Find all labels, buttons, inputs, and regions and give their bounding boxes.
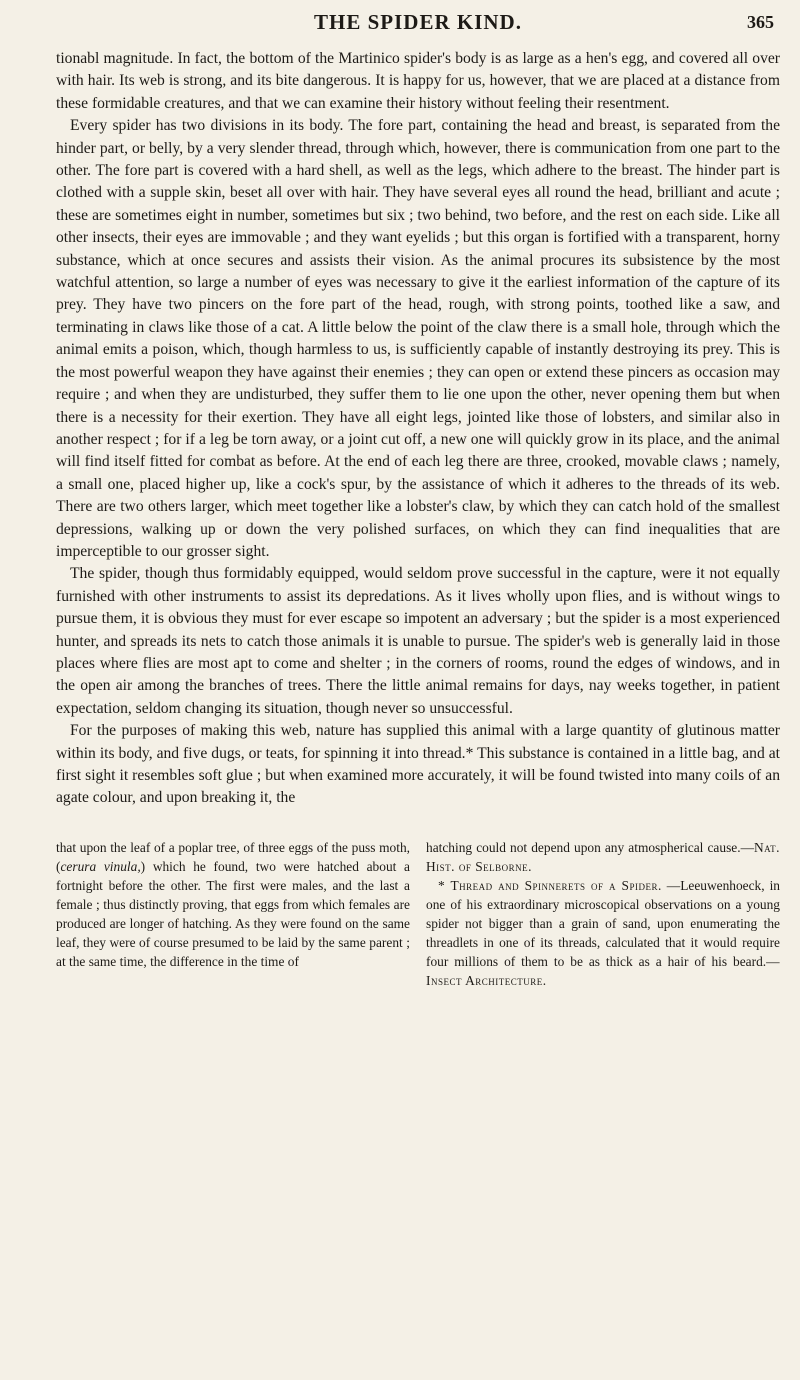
footnote-left-species: cerura vinula, (60, 858, 141, 874)
footnote-right-text: hatching could not depend upon any atmospherical cause.— (426, 839, 754, 855)
main-text (56, 48, 780, 810)
footnote-right-source: Nat. Hist. of Selborne. (426, 839, 780, 874)
footnote-left-text-b: ) which he found, two were hatched about a fortnight before the other. The first were males, and the last a female ; thus distinctly proving, that eggs from which females are produced are longer of hatching. As they were found on the same leaf, they were of course presumed to be laid by the same parent ; at the same time, the difference in the time of (56, 858, 410, 969)
footnote-column-right (426, 838, 780, 990)
paragraph-2: Every spider has two divisions in its body. The fore part, containing the head and breast, is separated from the hinder part, or belly, by a very slender thread, through which, however, there is communication from one part to the other. The fore part is covered with a hard shell, as well as the legs, which adhere to the breast. The hinder part is clothed with a supple skin, beset all over with hair. They have several eyes all round the head, brilliant and acute ; these are sometimes eight in number, sometimes but six ; two behind, two before, and the rest on each side. Like all other insects, their eyes are immovable ; and they want eyelids ; but this organ is fortified with a transparent, horny substance, which at once secures and assists their vision. As the animal procures its subsistence by the most watchful attention, so large a number of eyes was necessary to give it the earliest information of the capture of its prey. They have two pincers on the fore part of the head, rough, with strong points, toothed like a saw, and terminating in claws like those of a cat. A little below the point of the claw there is a small hole, through which the animal emits a poison, which, though harmless to us, is sufficiently capable of instantly destroying its prey. This is the most powerful weapon they have against their enemies ; they can open or extend these pincers as occasion may require ; and when they are undisturbed, they suffer them to lie one upon the other, never opening them but when there is a necessity for their exertion. They have all eight legs, jointed like those of lobsters, and similar also in another respect ; for if a leg be torn away, or a joint cut off, a new one will quickly grow in its place, and the animal will find itself fitted for combat as before. At the end of each leg there are three, crooked, movable claws ; namely, a small one, placed higher up, like a cock's spur, by the assistance of which it adheres to the threads of its web. There are two others larger, which meet together like a lobster's claw, by which they can catch hold of the smallest depressions, walking up or down the very polished surfaces, on which they can find inequalities that are imperceptible to our grosser sight. (56, 117, 780, 560)
footnotes (56, 838, 780, 990)
running-title: THE SPIDER KIND. (314, 10, 522, 34)
footnote-spinnerets-source: —Insect Architecture. (426, 953, 780, 988)
footnote-spinnerets-heading: * Thread and Spinnerets of a Spider. (438, 877, 662, 893)
footnote-right-continued (426, 838, 780, 876)
page-number: 365 (747, 12, 774, 32)
footnote-left-text-a: that upon the leaf of a poplar tree, of three eggs of the puss moth, ( (56, 839, 410, 874)
footnote-left (56, 838, 410, 971)
paragraph-4: For the purposes of making this web, nature has supplied this animal with a large quantity of glutinous matter within its body, and five dugs, or teats, for spinning it into thread.* This substance is contained in a little bag, and at first sight it resembles soft glue ; but when examined more accurately, it will be found twisted into many coils of an agate colour, and upon breaking it, the (56, 722, 780, 807)
running-head (56, 0, 780, 44)
footnote-spinnerets (426, 876, 780, 990)
paragraph-1: tionabl magnitude. In fact, the bottom of the Martinico spider's body is as large as a hen's egg, and covered all over with hair. Its web is strong, and its bite dangerous. It is happy for us, however, that we are placed at a distance from these formidable creatures, and that we can examine their history without feeling their resentment. (56, 50, 780, 112)
footnote-column-left (56, 838, 410, 990)
footnote-spinnerets-text: —Leeuwenhoeck, in one of his extraordinary microscopical observations on a young spider not bigger than a grain of sand, upon enumerating the threadlets in one of its threads, calculated that it would require four millions of them to be as thick as a hair of his beard. (426, 877, 780, 969)
paragraph-3: The spider, though thus formidably equipped, would seldom prove successful in the capture, were it not equally furnished with other instruments to assist its depredations. As it lives wholly upon flies, and is without wings to pursue them, it is obvious they must for ever escape so impotent an adversary ; but the spider is a most experienced hunter, and spreads its nets to catch those animals it is unable to pursue. The spider's web is generally laid in those places where flies are most apt to come and shelter ; in the corners of rooms, round the edges of windows, and in the open air among the branches of trees. There the little animal remains for days, nay weeks together, in patient expectation, seldom changing its situation, though never so unsuccessful. (56, 565, 780, 717)
